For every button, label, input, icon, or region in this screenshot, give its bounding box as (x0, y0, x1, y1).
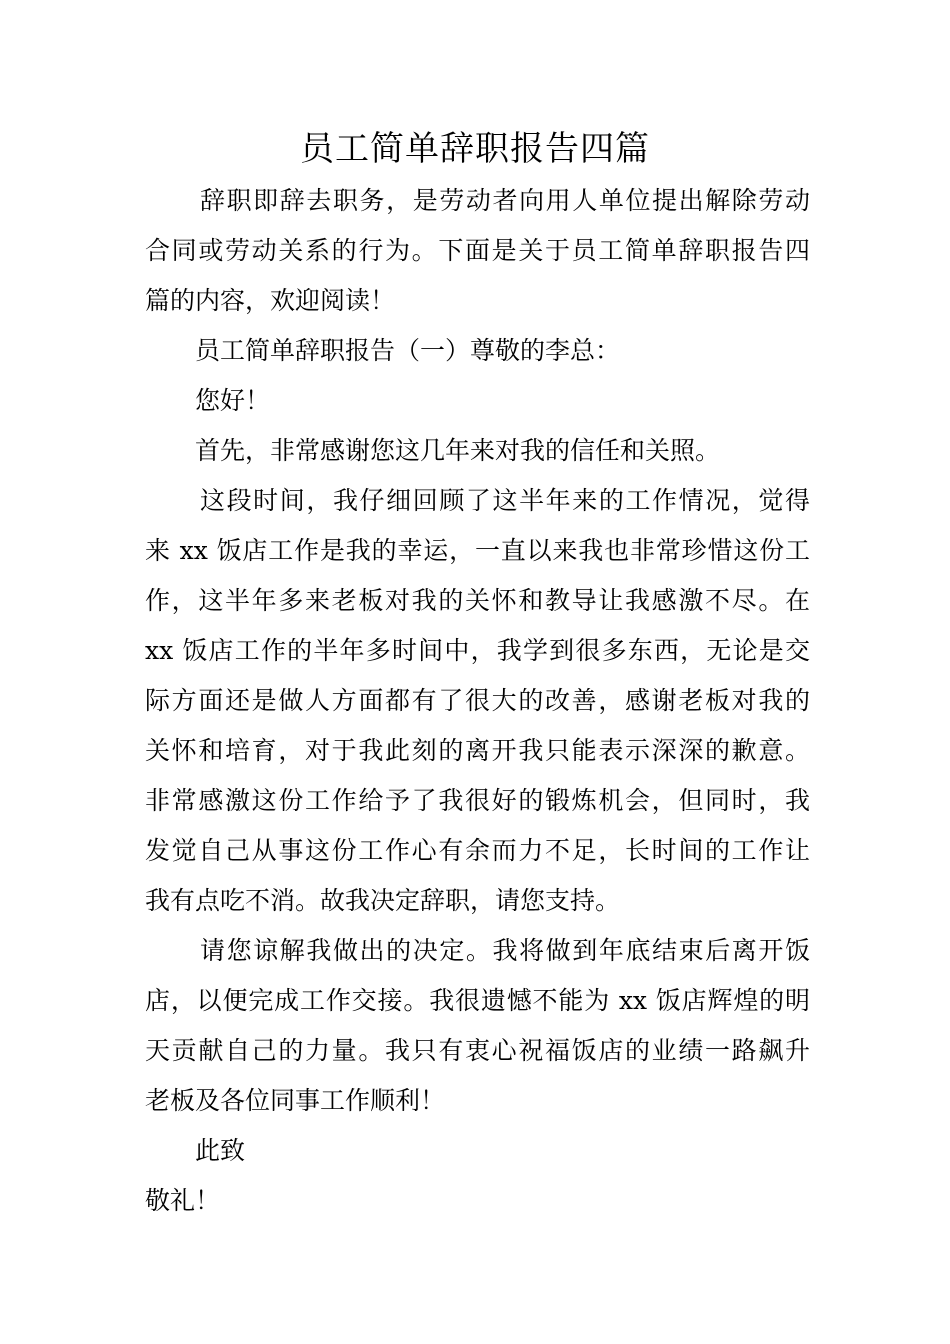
paragraph-line: xx 饭店工作的半年多时间中，我学到很多东西，无论是交 (145, 636, 810, 665)
closing-line: 敬礼！ (145, 1186, 221, 1215)
paragraph-line: 合同或劳动关系的行为。下面是关于员工简单辞职报告四 (145, 236, 810, 265)
paragraph-line: 我有点吃不消。故我决定辞职，请您支持。 (145, 886, 621, 915)
paragraph-line: 天贡献自己的力量。我只有衷心祝福饭店的业绩一路飙升 (145, 1036, 810, 1065)
paragraph-line: 请您谅解我做出的决定。我将做到年底结束后离开饭 (200, 936, 810, 965)
paragraph-line: 际方面还是做人方面都有了很大的改善，感谢老板对我的 (145, 686, 810, 715)
paragraph-line: 篇的内容，欢迎阅读！ (145, 286, 396, 315)
paragraph-line: 老板及各位同事工作顺利！ (145, 1086, 446, 1115)
paragraph-line: 来 xx 饭店工作是我的幸运，一直以来我也非常珍惜这份工 (145, 536, 810, 565)
paragraph-line: 首先，非常感谢您这几年来对我的信任和关照。 (195, 436, 721, 465)
paragraph-line: 发觉自己从事这份工作心有余而力不足，长时间的工作让 (145, 836, 810, 865)
paragraph-line: 这段时间，我仔细回顾了这半年来的工作情况，觉得 (200, 486, 810, 515)
paragraph-line: 辞职即辞去职务，是劳动者向用人单位提出解除劳动 (200, 186, 810, 215)
paragraph-line: 员工简单辞职报告（一）尊敬的李总： (195, 336, 621, 365)
paragraph-line: 您好！ (195, 386, 271, 415)
closing-line: 此致 (195, 1136, 246, 1165)
paragraph-line: 店，以便完成工作交接。我很遗憾不能为 xx 饭店辉煌的明 (145, 986, 810, 1015)
paragraph-line: 作，这半年多来老板对我的关怀和教导让我感激不尽。在 (145, 586, 810, 615)
document-title: 员工简单辞职报告四篇 (300, 129, 650, 169)
paragraph-line: 关怀和培育，对于我此刻的离开我只能表示深深的歉意。 (145, 736, 810, 765)
paragraph-line: 非常感激这份工作给予了我很好的锻炼机会，但同时，我 (145, 786, 810, 815)
document-body (145, 176, 810, 1226)
